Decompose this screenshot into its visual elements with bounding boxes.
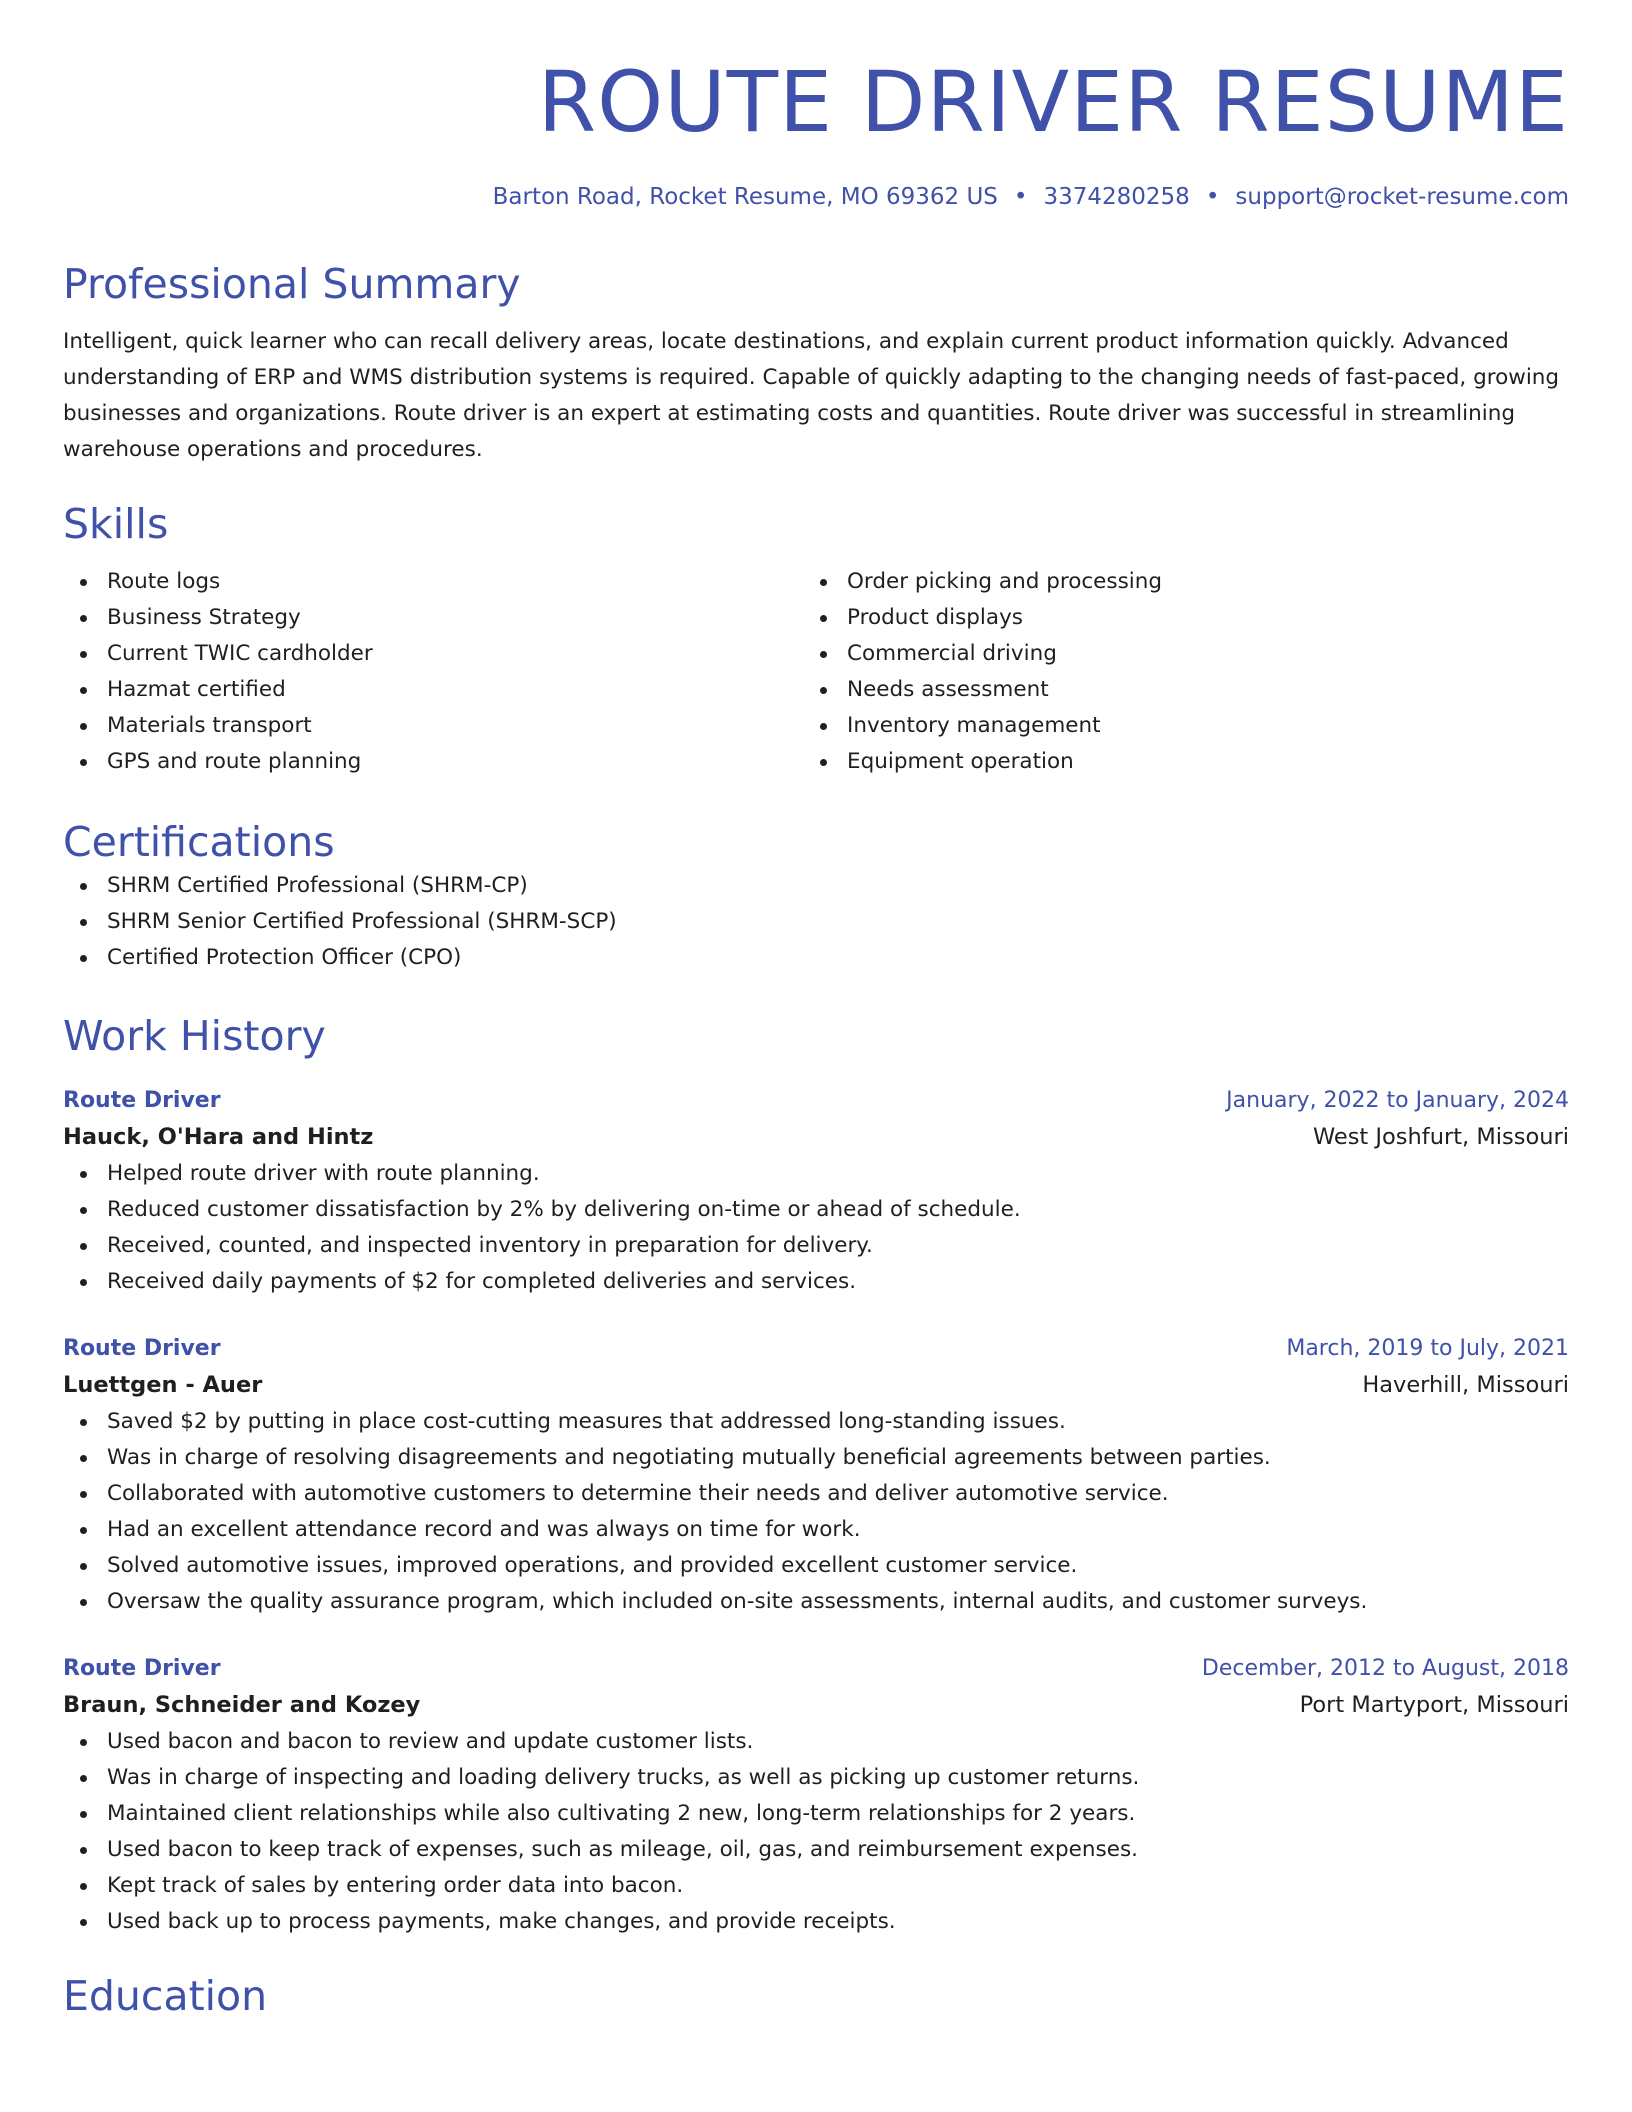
job-duty: Used back up to process payments, make changes, and provide receipts.	[63, 1904, 1569, 1940]
job-company: Braun, Schneider and Kozey	[63, 1692, 421, 1718]
job-duties-list	[63, 1724, 1569, 1940]
job-dates: December, 2012 to August, 2018	[1201, 1656, 1569, 1681]
job-location: Port Martyport, Missouri	[1299, 1692, 1569, 1718]
job-duty: Saved $2 by putting in place cost-cutting measures that addressed long-standing issues.	[63, 1404, 1569, 1440]
skills-list-left	[63, 564, 803, 780]
job-title: Route Driver	[63, 1088, 221, 1113]
job-duty: Reduced customer dissatisfaction by 2% by delivering on-time or ahead of schedule.	[63, 1192, 1569, 1228]
job-duty: Kept track of sales by entering order data into bacon.	[63, 1868, 1569, 1904]
job-header-row	[63, 1084, 1569, 1118]
job-duty: Used bacon to keep track of expenses, such as mileage, oil, gas, and reimbursement expenses.	[63, 1832, 1569, 1868]
job-title: Route Driver	[63, 1656, 221, 1681]
job-location: Haverhill, Missouri	[1362, 1372, 1569, 1398]
skill-item: Order picking and processing	[803, 564, 1543, 600]
job-company: Luettgen - Auer	[63, 1372, 263, 1398]
skills-columns	[63, 564, 1569, 780]
section-title-work-history: Work History	[63, 1012, 326, 1060]
contact-phone: 3374280258	[1043, 184, 1190, 210]
skill-item: Route logs	[63, 564, 803, 600]
job-duties-list	[63, 1404, 1569, 1620]
job-header-row	[63, 1332, 1569, 1366]
section-title-education: Education	[63, 1972, 268, 2020]
job-location: West Joshfurt, Missouri	[1312, 1124, 1569, 1150]
section-title-certifications: Certifications	[63, 818, 335, 866]
job-company: Hauck, O'Hara and Hintz	[63, 1124, 374, 1150]
job-duty: Maintained client relationships while also cultivating 2 new, long-term relationships for 2 years.	[63, 1796, 1569, 1832]
job-duty: Received, counted, and inspected inventory in preparation for delivery.	[63, 1228, 1569, 1264]
job-duty: Was in charge of inspecting and loading delivery trucks, as well as picking up customer returns.	[63, 1760, 1569, 1796]
job-header-row	[63, 1652, 1569, 1686]
skills-list-right	[803, 564, 1543, 780]
skill-item: Business Strategy	[63, 600, 803, 636]
certification-item: Certified Protection Officer (CPO)	[63, 940, 1569, 976]
job-entry	[63, 1084, 1569, 1300]
job-duty: Received daily payments of $2 for completed deliveries and services.	[63, 1264, 1569, 1300]
skill-item: Product displays	[803, 600, 1543, 636]
certification-item: SHRM Senior Certified Professional (SHRM-SCP)	[63, 904, 1569, 940]
skills-column-right	[803, 564, 1543, 780]
job-dates: January, 2022 to January, 2024	[1226, 1088, 1569, 1113]
contact-separator: •	[1205, 184, 1220, 210]
job-entry	[63, 1332, 1569, 1620]
skill-item: Materials transport	[63, 708, 803, 744]
job-company-row	[63, 1686, 1569, 1724]
job-duty: Was in charge of resolving disagreements and negotiating mutually beneficial agreements between parties.	[63, 1440, 1569, 1476]
job-duty: Oversaw the quality assurance program, which included on-site assessments, internal audits, and customer surveys.	[63, 1584, 1569, 1620]
job-duty: Collaborated with automotive customers to determine their needs and deliver automotive service.	[63, 1476, 1569, 1512]
skill-item: Current TWIC cardholder	[63, 636, 803, 672]
skill-item: GPS and route planning	[63, 744, 803, 780]
job-title: Route Driver	[63, 1336, 221, 1361]
skill-item: Equipment operation	[803, 744, 1543, 780]
section-title-skills: Skills	[63, 500, 169, 548]
resume-name: ROUTE DRIVER RESUME	[537, 53, 1569, 151]
certification-item: SHRM Certified Professional (SHRM-CP)	[63, 868, 1569, 904]
contact-separator: •	[1013, 184, 1028, 210]
job-company-row	[63, 1118, 1569, 1156]
contact-email[interactable]: support@rocket-resume.com	[1235, 184, 1569, 210]
job-dates: March, 2019 to July, 2021	[1286, 1336, 1569, 1361]
job-duties-list	[63, 1156, 1569, 1300]
job-company-row	[63, 1366, 1569, 1404]
job-duty: Solved automotive issues, improved operations, and provided excellent customer service.	[63, 1548, 1569, 1584]
skills-column-left	[63, 564, 803, 780]
job-entry	[63, 1652, 1569, 1940]
contact-address: Barton Road, Rocket Resume, MO 69362 US	[492, 184, 998, 210]
section-title-summary: Professional Summary	[63, 260, 521, 308]
skill-item: Inventory management	[803, 708, 1543, 744]
contact-line	[63, 182, 1569, 212]
job-duty: Used bacon and bacon to review and update customer lists.	[63, 1724, 1569, 1760]
skill-item: Commercial driving	[803, 636, 1543, 672]
job-duty: Helped route driver with route planning.	[63, 1156, 1569, 1192]
skill-item: Hazmat certified	[63, 672, 803, 708]
certifications-list	[63, 868, 1569, 976]
summary-text: Intelligent, quick learner who can recall delivery areas, locate destinations, and explain current product information quickly. Advanced understanding of ERP and WMS distribution systems is required. Capable of quickly adapting to the changing needs of fast-paced, growing businesses and organizations. Route driver is an expert at estimating costs and quantities. Route driver was successful in streamlining warehouse operations and procedures.	[63, 329, 1560, 462]
skill-item: Needs assessment	[803, 672, 1543, 708]
job-duty: Had an excellent attendance record and was always on time for work.	[63, 1512, 1569, 1548]
